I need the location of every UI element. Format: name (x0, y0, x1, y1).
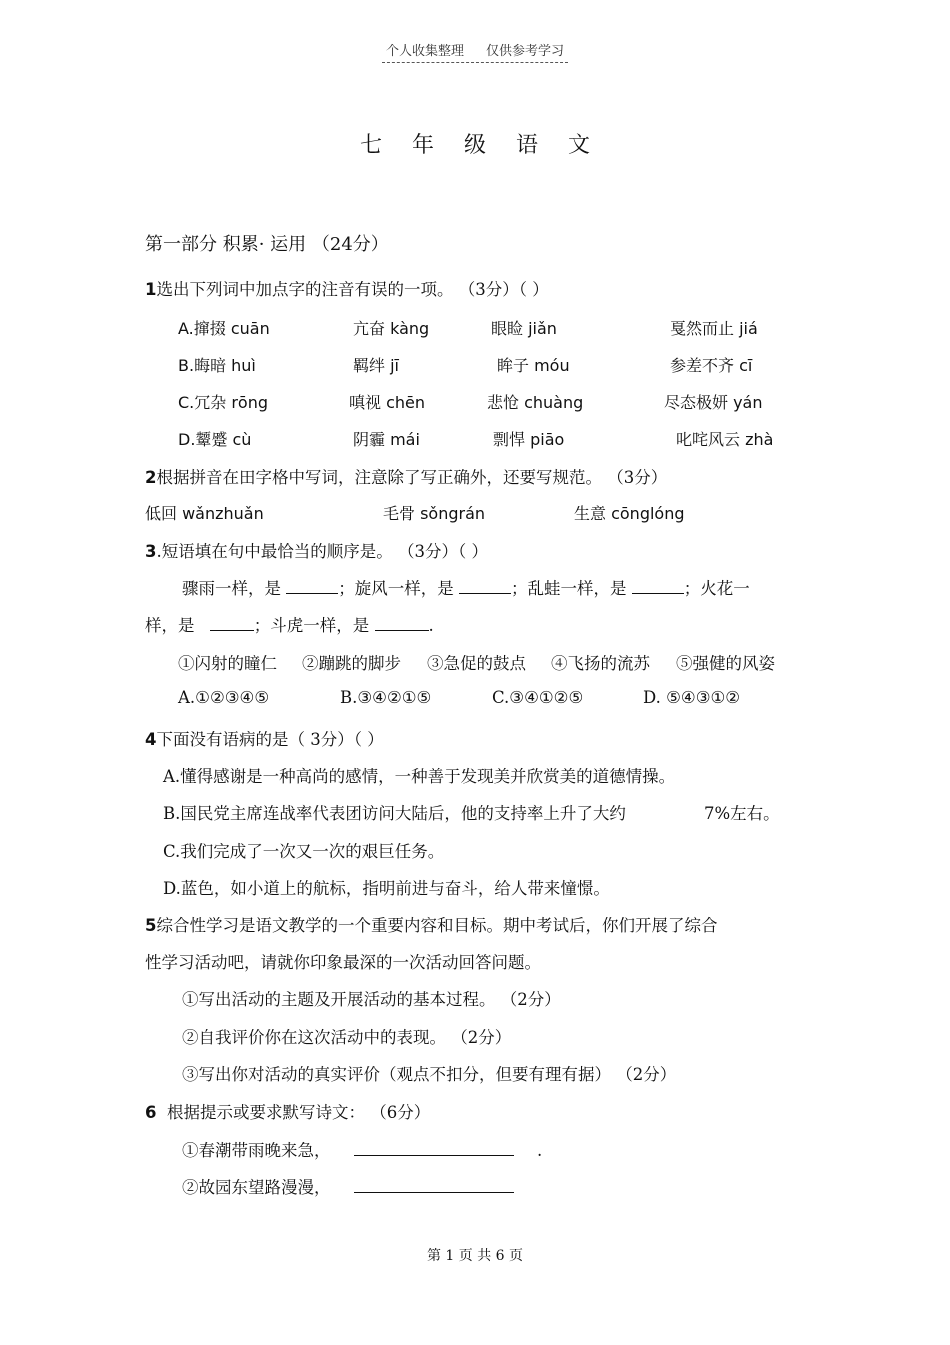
page-header (0, 40, 950, 63)
q6-item2-text: ②故园东望路漫漫， (182, 1178, 331, 1197)
q5-item1: ①写出活动的主题及开展活动的基本过程。 （2分） (182, 990, 561, 1009)
q4-stem (145, 726, 384, 750)
header-left: 个人收集整理 (385, 44, 464, 59)
q3-s1: 骤雨一样，是 (182, 579, 281, 598)
q3-s6: ；斗虎一样，是 (253, 616, 370, 635)
q6-item1 (182, 1137, 542, 1161)
q3-option-b: B.③④②①⑤ (340, 688, 432, 707)
q3-option-a: A.①②③④⑤ (178, 688, 270, 707)
q1-c2: 嗔视 chēn (349, 393, 426, 412)
q3-s3: ；乱蛙一样，是 (511, 579, 627, 598)
q5-item3: ③写出你对活动的真实评价（观点不扣分，但要有理有据） （2分） (182, 1065, 677, 1084)
q6-text: 根据提示或要求默写诗文： （6分） (166, 1103, 431, 1122)
q3-blank5[interactable] (375, 614, 429, 631)
q3-number: 3 (145, 542, 157, 561)
q2-number: 2 (145, 468, 157, 487)
q2-stem (145, 464, 667, 488)
q2-item1: 低回 wǎnzhuǎn (145, 504, 264, 523)
q1-a3: 眼睑 jiǎn (491, 319, 557, 338)
q1-c1: C.冗杂 rōng (178, 393, 269, 412)
q3-phrase3: ③急促的鼓点 (427, 654, 526, 673)
q3-stem (145, 538, 488, 562)
q1-number: 1 (145, 280, 157, 299)
page-footer: 第 1 页 共 6 页 (426, 1248, 524, 1264)
q5-line1: 综合性学习是语文教学的一个重要内容和目标。期中考试后，你们开展了综合 (156, 916, 718, 935)
q1-b4: 参差不齐 cī (670, 356, 753, 375)
page-title: 七年级语文 (359, 133, 620, 158)
q5-item2: ②自我评价你在这次活动中的表现。 （2分） (182, 1028, 512, 1047)
q6-stem (145, 1099, 430, 1123)
q4-option-b-tail: 7%左右。 (704, 804, 780, 823)
part1-heading: 第一部分 积累· 运用 （24分） (145, 234, 389, 255)
q1-d1: D.颦蹙 cù (178, 430, 252, 449)
q3-s7: . (428, 616, 434, 635)
q3-s4: ；火花一 (683, 579, 750, 598)
q1-b3: 眸子 móu (497, 356, 570, 375)
q1-d4: 叱咤风云 zhà (676, 430, 774, 449)
q3-s2: ；旋风一样，是 (338, 579, 454, 598)
q3-sentence-line2 (145, 612, 434, 636)
q3-phrase5: ⑤强健的风姿 (676, 654, 775, 673)
q5-stem (145, 912, 717, 936)
q2-item2: 毛骨 sǒngrán (383, 504, 486, 523)
q4-option-a: A.懂得感谢是一种高尚的感情，一种善于发现美并欣赏美的道德情操。 (163, 767, 676, 786)
q5-line2: 性学习活动吧，请就你印象最深的一次活动回答问题。 (145, 953, 541, 972)
q4-number: 4 (145, 730, 157, 749)
q2-item3: 生意 cōnglóng (574, 504, 685, 523)
q4-text: 下面没有语病的是（ 3分）（ ） (156, 730, 384, 749)
q4-option-c: C.我们完成了一次又一次的艰巨任务。 (163, 842, 445, 861)
q5-number: 5 (145, 916, 157, 935)
q3-blank1[interactable] (286, 577, 338, 594)
q6-blank2[interactable] (354, 1176, 514, 1193)
q3-phrase4: ④飞扬的流苏 (551, 654, 650, 673)
q6-blank1[interactable] (354, 1139, 514, 1156)
q1-c3: 悲怆 chuàng (487, 393, 584, 412)
q1-stem (145, 276, 549, 300)
q3-blank2[interactable] (459, 577, 511, 594)
q6-item1-end: . (537, 1141, 543, 1160)
q6-item2 (182, 1174, 514, 1198)
q3-sentence-line1 (182, 575, 750, 599)
q1-a4: 戛然而止 jiá (670, 319, 758, 338)
q3-option-c: C.③④①②⑤ (492, 688, 584, 707)
header-right: 仅供参考学习 (486, 44, 565, 59)
q3-blank3[interactable] (632, 577, 684, 594)
q1-a1: A.撺掇 cuān (178, 319, 270, 338)
q3-s5: 样，是 (145, 616, 195, 635)
q1-d3: 剽悍 piāo (493, 430, 565, 449)
q1-d2: 阴霾 mái (353, 430, 420, 449)
q3-phrase1: ①闪射的瞳仁 (178, 654, 277, 673)
q1-b2: 羁绊 jī (353, 356, 399, 375)
q3-blank4[interactable] (210, 614, 254, 631)
q1-a2: 亢奋 kàng (353, 319, 430, 338)
q3-phrase2: ②蹦跳的脚步 (302, 654, 401, 673)
q1-text: 选出下列词中加点字的注音有误的一项。 （3分）（ ） (156, 280, 549, 299)
q3-text: .短语填在句中最恰当的顺序是。 （3分）（ ） (156, 542, 488, 561)
q1-b1: B.晦暗 huì (178, 356, 256, 375)
q6-number: 6 (145, 1103, 157, 1122)
q1-c4: 尽态极妍 yán (664, 393, 763, 412)
q4-option-d: D.蓝色，如小道上的航标，指明前进与奋斗，给人带来憧憬。 (163, 879, 610, 898)
q6-item1-text: ①春潮带雨晚来急， (182, 1141, 331, 1160)
q4-option-b: B.国民党主席连战率代表团访问大陆后，他的支持率上升了大约 (163, 804, 626, 823)
q3-option-d: D. ⑤④③①② (643, 688, 741, 707)
q2-text: 根据拼音在田字格中写词，注意除了写正确外，还要写规范。 （3分） (156, 468, 668, 487)
